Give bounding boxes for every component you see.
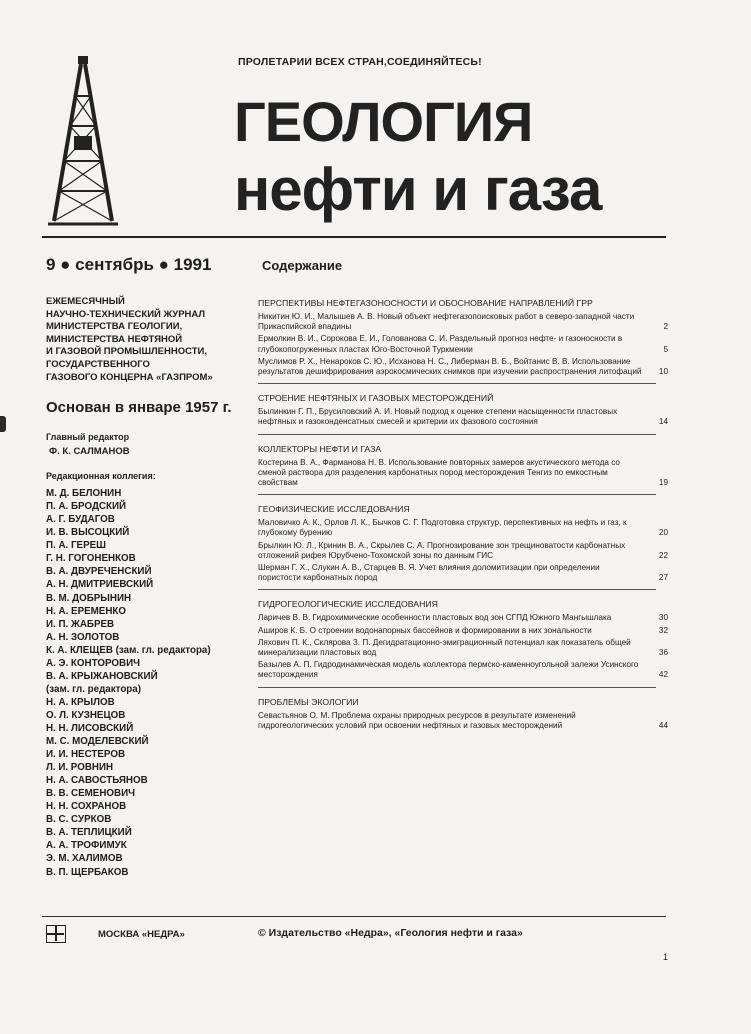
contents-entry-text: Былинкин Г. П., Брусиловский А. И. Новый подход к оценке степени насыщенности пластовых нефтяных и газоконденсатных смесей и критерии их фазового состояния (258, 407, 618, 427)
contents-entry-page: 22 (658, 550, 668, 560)
contents-section-heading: КОЛЛЕКТОРЫ НЕФТИ И ГАЗА (258, 443, 382, 454)
board-member: В. А. КРЫЖАНОВСКИЙ (46, 670, 158, 682)
board-member: (зам. гл. редактора) (46, 683, 141, 695)
contents-entry-page: 27 (658, 573, 668, 583)
copyright-line: © Издательство «Недра», «Геология нефти и газа» (258, 927, 523, 939)
contents-section-divider (258, 434, 656, 435)
board-member: И. И. НЕСТЕРОВ (46, 749, 126, 761)
contents-entry-page: 14 (658, 417, 668, 427)
publisher-description-line: ГАЗОВОГО КОНЦЕРНА «ГАЗПРОМ» (46, 371, 213, 383)
contents-entry-page: 10 (658, 367, 668, 377)
publisher-description-line: НАУЧНО-ТЕХНИЧЕСКИЙ ЖУРНАЛ (46, 308, 206, 320)
contents-entry (258, 626, 668, 636)
contents-entry-page: 2 (663, 322, 668, 332)
slogan: ПРОЛЕТАРИИ ВСЕХ СТРАН,СОЕДИНЯЙТЕСЬ! (238, 56, 482, 68)
contents-entry-text: Никитин Ю. И., Малышев А. В. Новый объект нефтегазопоисковых работ в северо-западной части Прикаспийской впадины (258, 312, 635, 332)
publisher-city: МОСКВА «НЕДРА» (98, 929, 185, 940)
contents-heading: Содержание (262, 258, 343, 273)
contents-section-divider (258, 383, 656, 384)
publisher-description-line: МИНИСТЕРСТВА НЕФТЯНОЙ (46, 333, 183, 345)
contents-entry (258, 312, 668, 332)
board-member: Н. А. САВОСТЬЯНОВ (46, 775, 148, 787)
contents-entry (258, 357, 668, 377)
contents-entry-text: Шерман Г. Х., Слукин А. В., Старцев В. Я. Учет влияния доломитизации при определении пористости карбонатных пород (258, 563, 600, 583)
board-member: П. А. БРОДСКИЙ (46, 501, 127, 513)
contents-entry (258, 563, 668, 583)
board-member: Н. Н. ЛИСОВСКИЙ (46, 723, 134, 734)
table-of-contents (258, 298, 668, 731)
contents-entry (258, 334, 668, 354)
contents-entry-text: Маловичко А. К., Орлов Л. К., Бычков С. Г. Подготовка структур, перспективных на нефть и газ, к глубокому бурению (258, 518, 627, 538)
board-member: В. А. ДВУРЕЧЕНСКИЙ (46, 566, 152, 578)
board-member: И. П. ЖАБРЕВ (46, 618, 115, 630)
board-member: В. В. СЕМЕНОВИЧ (46, 788, 136, 800)
contents-entry (258, 458, 668, 489)
chief-editor-name: Ф. К. САЛМАНОВ (49, 446, 130, 458)
contents-entry-page: 32 (658, 625, 668, 635)
contents-entry-text: Костерина В. А., Фарманова Н. В. Использование повторных замеров акустического метода со сменой раствора для разделения карбонатных пород месторождения Тенгиз по емкостным свойствам (258, 457, 620, 488)
contents-entry (258, 711, 668, 731)
board-member: Э. М. ХАЛИМОВ (46, 853, 123, 865)
board-member: Н. А. ЕРЕМЕНКО (46, 605, 127, 617)
contents-entry-page: 42 (658, 670, 668, 680)
board-member: А. Н. ДМИТРИЕВСКИЙ (46, 579, 154, 591)
journal-title-line2: нефти и газа (234, 156, 602, 223)
contents-entry (258, 660, 668, 680)
publisher-description (46, 296, 256, 384)
contents-entry-text: Базылев А. П. Гидродинамическая модель коллектора пермско-каменноугольной залежи Усинского месторождения (258, 660, 639, 680)
board-member: Г. Н. ГОГОНЕНКОВ (46, 553, 136, 565)
contents-entry-page: 5 (663, 344, 668, 354)
contents-entry-text: Ермолкин В. И., Сорокова Е. И., Голованова С. И. Раздельный прогноз нефте- и газоносности в глубокопогруженных пластах Юго-Восточной Туркмении (258, 334, 623, 354)
board-member: А. Г. БУДАГОВ (46, 514, 115, 526)
board-member: А. Э. КОНТОРОВИЧ (46, 657, 140, 669)
board-member: В. П. ЩЕРБАКОВ (46, 866, 129, 878)
contents-section-heading: СТРОЕНИЕ НЕФТЯНЫХ И ГАЗОВЫХ МЕСТОРОЖДЕНИЙ (258, 393, 494, 404)
publisher-description-line: ЕЖЕМЕСЯЧНЫЙ (46, 296, 125, 307)
founded-line: Основан в январе 1957 г. (46, 399, 232, 417)
publisher-column (46, 296, 256, 879)
oil-derrick-icon (48, 56, 118, 228)
issue-line: 9 ● сентябрь ● 1991 (46, 255, 212, 274)
board-member: К. А. КЛЕЩЕВ (зам. гл. редактора) (46, 644, 211, 656)
contents-entry-text: Ляхович П. К., Склярова З. П. Дегидратационно-эмиграционный потенциал как показатель общей минерализации пластовых вод (258, 637, 631, 658)
board-member: Н. Н. СОХРАНОВ (46, 801, 127, 813)
publisher-description-line: ГОСУДАРСТВЕННОГО (46, 358, 150, 370)
board-member: И. В. ВЫСОЦКИЙ (46, 527, 130, 539)
contents-entry-text: Брылкин Ю. Л., Кринин В. А., Скрылев С. А. Прогнозирование зон трещиноватости карбонатных отложений рифея Юрубчено-Тохомской зоны по данным ГИС (258, 540, 626, 560)
contents-entry-page: 19 (658, 478, 668, 488)
page-number: 1 (663, 952, 669, 962)
board-member: М. Д. БЕЛОНИН (46, 488, 122, 500)
board-member: Н. А. КРЫЛОВ (46, 696, 115, 708)
contents-entry-page: 30 (658, 613, 668, 623)
contents-entry-text: Аширов К. Б. О строении водонапорных бассейнов и формировании в них зональности (258, 625, 592, 635)
publisher-description-line: МИНИСТЕРСТВА ГЕОЛОГИИ, (46, 321, 183, 333)
contents-entry (258, 638, 668, 658)
nedra-logo-icon (46, 925, 66, 943)
contents-entry (258, 518, 668, 538)
journal-title-line1: ГЕОЛОГИЯ (234, 90, 533, 153)
footer-rule (42, 916, 666, 917)
header-rule (42, 236, 666, 238)
contents-entry-page: 44 (658, 720, 668, 730)
board-member: М. С. МОДЕЛЕВСКИЙ (46, 736, 149, 748)
contents-section-divider (258, 494, 656, 495)
editorial-board-list (46, 487, 256, 878)
contents-entry-text: Ларичев В. В. Гидрохимические особенности пластовых вод зон СГПД Южного Мангышлака (258, 613, 612, 623)
contents-section-heading: ГЕОФИЗИЧЕСКИЕ ИССЛЕДОВАНИЯ (258, 504, 410, 515)
contents-entry-page: 20 (658, 528, 668, 538)
punch-hole-mark (0, 416, 6, 432)
board-member: В. М. ДОБРЫНИН (46, 592, 132, 604)
board-member: О. Л. КУЗНЕЦОВ (46, 709, 126, 721)
chief-editor-label: Главный редактор (46, 432, 130, 443)
board-member: В. С. СУРКОВ (46, 814, 112, 826)
board-member: В. А. ТЕПЛИЦКИЙ (46, 827, 132, 839)
contents-section-divider (258, 687, 656, 688)
board-member: П. А. ГЕРЕШ (46, 540, 107, 552)
editorial-board-label: Редакционная коллегия: (46, 471, 156, 482)
contents-section-divider (258, 589, 656, 590)
board-member: Л. И. РОВНИН (46, 762, 114, 774)
contents-entry-text: Муслимов Р. Х., Ненароков С. Ю., Исханова Н. С., Либерман В. Б., Войтанис В. В. Использование результатов дешифрирования аэрокосмических снимков при изучении распространения литофаций (258, 356, 642, 377)
board-member: А. Н. ЗОЛОТОВ (46, 631, 120, 643)
contents-entry-text: Севастьянов О. М. Проблема охраны природных ресурсов в результате изменений гидрогеологических условий при освоении нефтяных и газовых месторождений (258, 710, 576, 730)
contents-entry (258, 407, 668, 427)
contents-section-heading: ГИДРОГЕОЛОГИЧЕСКИЕ ИССЛЕДОВАНИЯ (258, 599, 438, 610)
contents-section-heading: ПЕРСПЕКТИВЫ НЕФТЕГАЗОНОСНОСТИ И ОБОСНОВАНИЕ НАПРАВЛЕНИЙ ГРР (258, 298, 593, 308)
publisher-description-line: И ГАЗОВОЙ ПРОМЫШЛЕННОСТИ, (46, 346, 208, 358)
contents-section-heading: ПРОБЛЕМЫ ЭКОЛОГИИ (258, 696, 359, 707)
contents-entry (258, 541, 668, 561)
contents-entry-page: 36 (658, 648, 668, 658)
contents-entry (258, 613, 668, 623)
board-member: А. А. ТРОФИМУК (46, 840, 127, 852)
